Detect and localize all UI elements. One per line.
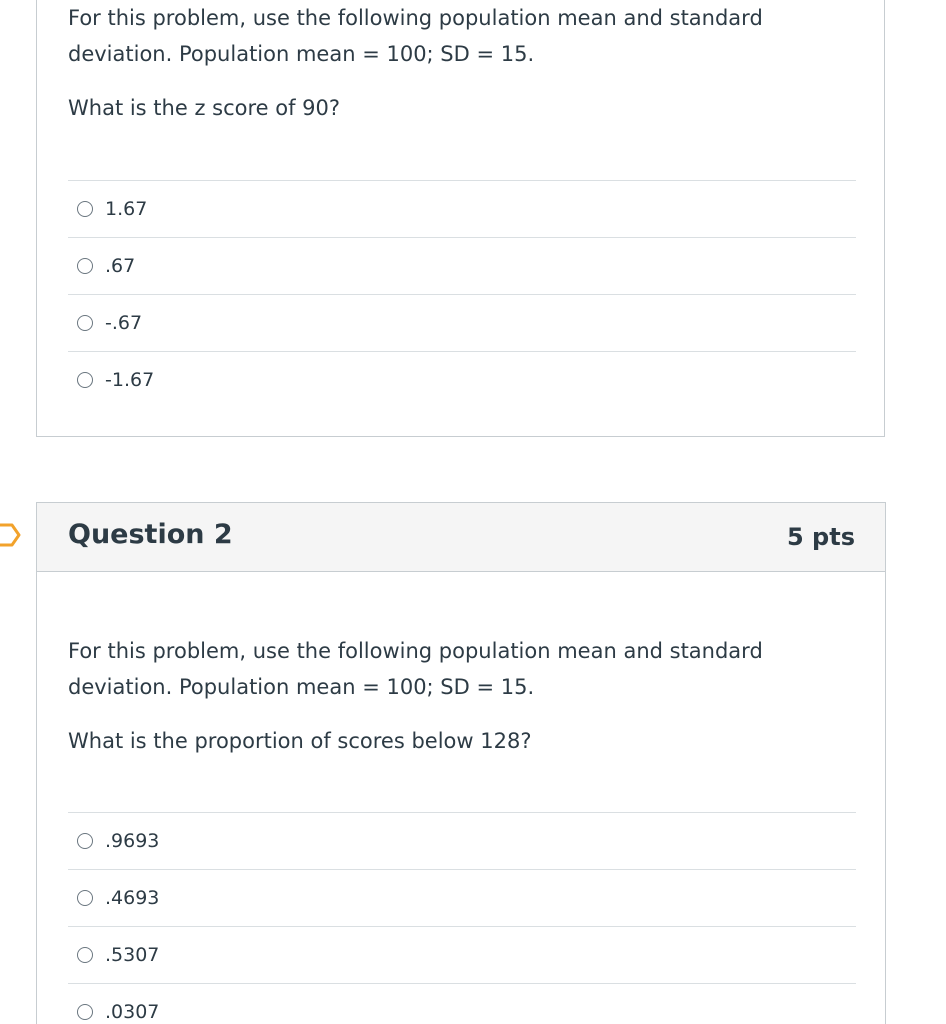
- question-2-question: What is the proportion of scores below 128?: [68, 729, 532, 753]
- answer-option[interactable]: [68, 238, 856, 295]
- answer-label: .9693: [105, 830, 160, 852]
- question-1-answers: [68, 180, 856, 408]
- answer-label: -1.67: [105, 369, 155, 391]
- answer-option[interactable]: [68, 813, 856, 870]
- answer-label: 1.67: [105, 198, 148, 220]
- radio-button[interactable]: [77, 201, 93, 217]
- question-1-prompt: For this problem, use the following population mean and standard deviation. Population mean = 100; SD = 15.: [68, 6, 763, 66]
- radio-button[interactable]: [77, 258, 93, 274]
- question-2-answers: [68, 812, 856, 1024]
- question-1-question: What is the z score of 90?: [68, 96, 341, 120]
- radio-button[interactable]: [77, 947, 93, 963]
- radio-button[interactable]: [77, 890, 93, 906]
- question-points: 5 pts: [787, 523, 855, 551]
- answer-option[interactable]: [68, 927, 856, 984]
- radio-button[interactable]: [77, 833, 93, 849]
- question-2-prompt: For this problem, use the following population mean and standard deviation. Population mean = 100; SD = 15.: [68, 639, 763, 699]
- answer-option[interactable]: [68, 181, 856, 238]
- radio-button[interactable]: [77, 1004, 93, 1020]
- answer-label: .0307: [105, 1001, 160, 1023]
- question-2-card: [36, 502, 886, 1024]
- answer-option[interactable]: [68, 352, 856, 408]
- question-2-text: [68, 633, 828, 759]
- bookmark-flag-icon[interactable]: [0, 522, 22, 548]
- answer-option[interactable]: [68, 984, 856, 1024]
- answer-label: .4693: [105, 887, 160, 909]
- answer-option[interactable]: [68, 870, 856, 927]
- question-1-card: [36, 0, 885, 437]
- question-2-header: [37, 503, 885, 572]
- radio-button[interactable]: [77, 372, 93, 388]
- question-1-text: [68, 0, 828, 126]
- answer-label: .5307: [105, 944, 160, 966]
- question-title: Question 2: [68, 519, 233, 550]
- radio-button[interactable]: [77, 315, 93, 331]
- answer-option[interactable]: [68, 295, 856, 352]
- answer-label: -.67: [105, 312, 143, 334]
- answer-label: .67: [105, 255, 136, 277]
